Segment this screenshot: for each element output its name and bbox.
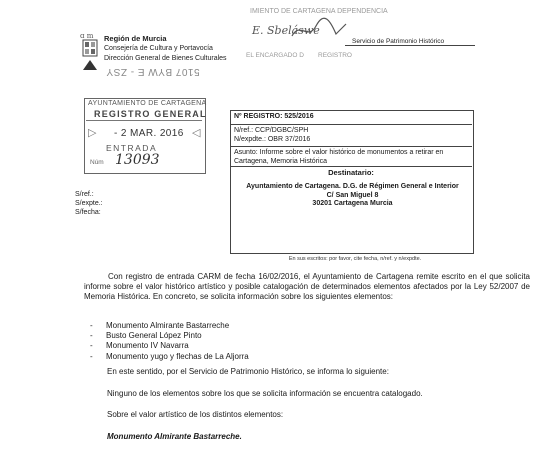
list-item-text: Monumento yugo y flechas de La Aljorra — [106, 351, 249, 361]
section-heading: Monumento Almirante Bastarreche. — [107, 432, 242, 441]
sref-block — [75, 190, 103, 217]
stamp-arrow-right-icon: ◁ — [192, 127, 201, 139]
stamp-registro-general: REGISTRO GENERAL — [94, 109, 207, 119]
signature-text: E. Sbeláswe — [252, 24, 320, 37]
nexpdte: N/expdte.: OBR 37/2016 — [234, 136, 311, 143]
stamp-title: AYUNTAMIENTO DE CARTAGENA — [88, 100, 207, 107]
list-item: - Monumento IV Navarra — [90, 341, 189, 351]
stamp-arrow-left-icon: ▷ — [88, 127, 97, 139]
direccion-name: Dirección General de Bienes Culturales — [104, 55, 227, 62]
region-header — [104, 34, 227, 64]
body-paragraph-3: Ninguno de los elementos sobre los que se solicita información se encuentra catalogado. — [107, 389, 423, 398]
body-paragraph-1 — [84, 272, 530, 302]
asunto: Asunto: Informe sobre el valor histórico de monumentos a retirar en Cartagena, Memoria Histórica — [234, 149, 444, 165]
consejeria-name: Consejería de Cultura y Portavocía — [104, 45, 213, 52]
destinatario-address: C/ San Miguel 8 — [326, 191, 379, 199]
element-list — [90, 321, 249, 362]
destinatario-name: Ayuntamiento de Cartagena. D.G. de Régimen General e Interior — [246, 183, 459, 190]
list-item-text: Monumento IV Navarra — [106, 341, 189, 351]
ghost-stamp-text: 5107 BYW E - ZSY — [106, 66, 200, 77]
stamp-num-label: Núm — [90, 159, 104, 166]
svg-text:ɑ m: ɑ m — [80, 32, 94, 40]
stamp-date: - 2 MAR. 2016 — [114, 128, 184, 139]
nref: N/ref.: CCP/DGBC/SPH — [234, 127, 309, 134]
service-divider — [345, 45, 475, 46]
faded-stamp-line3: REGISTRO — [318, 52, 352, 59]
region-name: Región de Murcia — [104, 34, 167, 43]
stamp-number: 13093 — [115, 152, 160, 168]
registro-divider-2 — [230, 146, 472, 147]
stamp-divider — [86, 120, 202, 121]
body-paragraph-4: Sobre el valor artístico de los distintos elementos: — [107, 410, 284, 419]
list-item: - Monumento Almirante Bastarreche — [90, 321, 230, 330]
sref-expte: S/expte.: — [75, 200, 103, 207]
destinatario-block — [240, 183, 465, 209]
sref-ref: S/ref.: — [75, 191, 94, 198]
registro-divider-3 — [230, 166, 472, 167]
list-item: - Monumento yugo y flechas de La Aljorra — [90, 351, 249, 361]
registro-number: Nº REGISTRO: 525/2016 — [234, 113, 314, 120]
list-item-text: Busto General López Pinto — [106, 331, 202, 341]
body-p1-text: Con registro de entrada CARM de fecha 16/02/2016, el Ayuntamiento de Cartagena remite escrito en el que solicita informe sobre el valor histórico artístico y posible catalogación de determinados elementos afectados por la Ley 52/2007 de Memoria Histórica. En concreto, se solicita información sobre los siguientes elementos: — [84, 272, 530, 301]
destinatario-label: Destinatario: — [328, 168, 374, 177]
cite-note: En sus escritos: por favor, cite fecha, n/ref. y n/expdte. — [288, 256, 422, 262]
faded-stamp-line1: IMIENTO DE CARTAGENA DEPENDENCIA — [250, 8, 388, 15]
region-crest-logo — [80, 30, 102, 74]
body-paragraph-2: En este sentido, por el Servicio de Patrimonio Histórico, se informa lo siguiente: — [107, 367, 389, 376]
list-item: - Busto General López Pinto — [90, 331, 202, 341]
destinatario-city: 30201 Cartagena Murcia — [312, 200, 393, 207]
service-name: Servicio de Patrimonio Histórico — [352, 38, 445, 45]
registro-divider-1 — [230, 124, 472, 125]
faded-stamp-line2: EL ENCARGADO D — [246, 52, 304, 59]
list-item-text: Monumento Almirante Bastarreche — [106, 321, 230, 330]
handwritten-signature — [290, 16, 350, 51]
sref-fecha: S/fecha: — [75, 209, 101, 216]
stamp-entrada: ENTRADA — [106, 143, 158, 153]
